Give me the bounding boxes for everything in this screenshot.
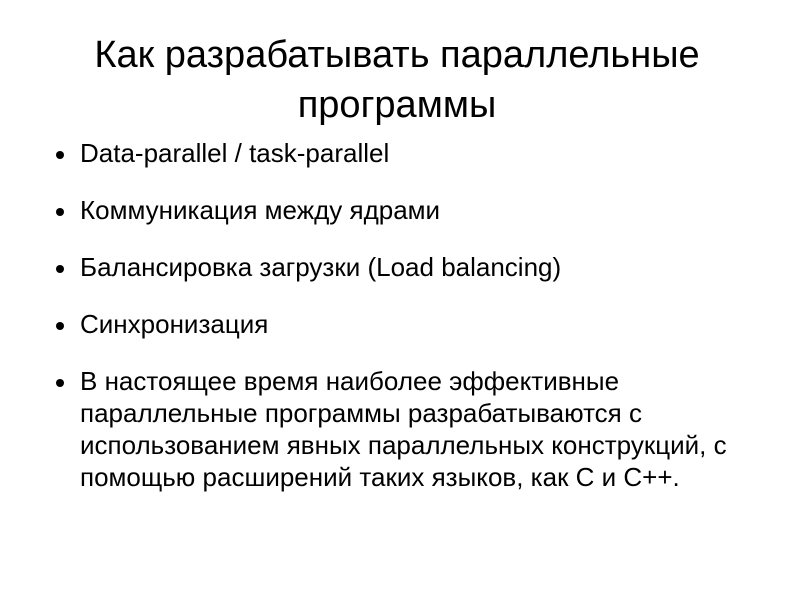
bullet-dot-icon xyxy=(56,151,64,159)
bullet-dot-icon xyxy=(56,379,64,387)
slide-title xyxy=(20,30,774,130)
bullet-text: В настоящее время наиболее эффективные параллельные программы разрабатываются с использованием явных параллельных конструкций, с помощью расширений таких языков, как C и C++. xyxy=(80,366,727,492)
slide-title-line-1: Как разрабатывать параллельные xyxy=(94,34,700,76)
bullet-item xyxy=(56,194,766,226)
bullet-text: Синхронизация xyxy=(80,309,269,339)
bullet-dot-icon xyxy=(56,265,64,273)
bullet-item xyxy=(56,137,766,169)
bullet-dot-icon xyxy=(56,322,64,330)
bullet-item xyxy=(56,308,766,340)
bullet-text: Коммуникация между ядрами xyxy=(80,195,441,225)
slide-title-line-2: программы xyxy=(297,84,497,126)
bullet-text: Data-parallel / task-parallel xyxy=(80,138,390,168)
bullet-item xyxy=(56,251,766,283)
bullet-item xyxy=(56,365,766,493)
bullet-text: Балансировка загрузки (Load balancing) xyxy=(80,252,562,282)
bullet-list xyxy=(56,137,766,518)
bullet-dot-icon xyxy=(56,208,64,216)
